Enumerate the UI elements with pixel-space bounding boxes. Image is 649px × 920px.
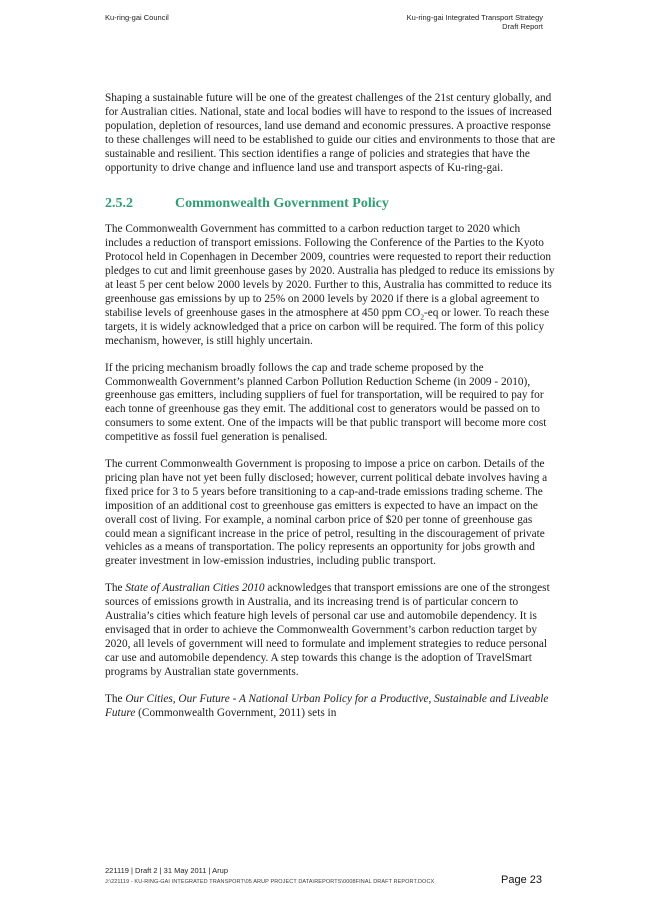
header-company-name: Ku-ring-gai Council (105, 13, 169, 22)
page-header (105, 13, 543, 31)
paragraph-state-of-australian-cities: The State of Australian Cities 2010 acknowledges that transport emissions are one of the strongest sources of emissions growth in Australia, and its increasing trend is of particular concern to Australia’s cities which feature high levels of personal car use and automobile dependency. It is envisaged that in order to achieve the Commonwealth Government’s carbon reduction target by 2020, all levels of government will need to formulate and implement strategies to reduce personal car use and automobile dependency. A step towards this change is the adoption of TravelSmart programs by Australian state governments. (105, 582, 550, 678)
section-heading (105, 196, 558, 212)
paragraph-carbon-price: The current Commonwealth Government is proposing to impose a price on carbon. Details of the pricing plan have not yet been fully disclosed; however, current political debate involves having a fixed price for 3 to 5 years before transitioning to a cap-and-trade emissions trading scheme. The imposition of an additional cost to greenhouse gas emitters is expected to have an impact on the overall cost of living. For example, a nominal carbon price of $20 per tonne of greenhouse gas could mean a significant increase in the price of petrol, resulting in the discouragement of private vehicles as a means of transportation. The policy represents an opportunity for jobs growth and greater investment in low-emission industries, including public transport. (105, 458, 548, 568)
paragraph-our-cities-our-future: The Our Cities, Our Future - A National Urban Policy for a Productive, Sustainable and Liveable Future (Commonwealth Government, 2011) sets in (105, 692, 549, 719)
intro-paragraph: Shaping a sustainable future will be one of the greatest challenges of the 21st century globally, and for Australian cities. National, state and local bodies will have to respond to the issues of increased population, depletion of resources, land use demand and economic pressures. A proactive response to these challenges will need to be established to guide our cities and environments to those that are sustainable and resilient. This section identifies a range of policies and strategies that have the opportunity to drive change and influence land use and transport aspects of Ku-ring-gai. (105, 92, 556, 174)
header-report-title (407, 13, 543, 31)
section-title: Commonwealth Government Policy (175, 196, 389, 212)
footer-file-path: J:\221119 - KU-RING-GAI INTEGRATED TRANSPORT\05 ARUP PROJECT DATA\REPORTS\0008FINAL DRAFT REPORT.DOCX (105, 879, 435, 885)
section-number: 2.5.2 (105, 196, 133, 212)
page-body (105, 92, 558, 733)
header-report-title-line1: Ku-ring-gai Integrated Transport Strategy (406, 13, 543, 22)
footer-document-meta: 221119 | Draft 2 | 31 May 2011 | Arup (105, 866, 229, 875)
header-report-title-line2: Draft Report (502, 22, 543, 31)
paragraph-pricing-mechanism: If the pricing mechanism broadly follows the cap and trade scheme proposed by the Commonwealth Government’s planned Carbon Pollution Reduction Scheme (in 2009 - 2010), greenhouse gas emitters, including suppliers of fuel for transportation, will be required to pay for each tonne of greenhouse gas they emit. The additional cost to generators would be passed on to consumers to some extent. One of the impacts will be that public transport will become more cost competitive as fossil fuel generation is penalised. (105, 361, 547, 444)
paragraph-carbon-target: The Commonwealth Government has committed to a carbon reduction target to 2020 which includes a reduction of transport emissions. Following the Conference of the Parties to the Kyoto Protocol held in Copenhagen in December 2009, countries were requested to report their reduction pledges to cut and limit greenhouse gases by 2020. Australia has pledged to reduce its emissions by at least 5 per cent below 2000 levels by 2020. Further to this, Australia has committed to reduce its greenhouse gas emissions by up to 25% on 2000 levels by 2020 if there is a global agreement to stabilise levels of greenhouse gases in the atmosphere at 450 ppm $CO_2-eq$ or lower. To reach these targets, it is widely acknowledged that a price on carbon will be required. The form of this policy mechanism, however, is still highly uncertain. (105, 223, 555, 347)
footer-page-number: Page 23 (501, 874, 542, 886)
